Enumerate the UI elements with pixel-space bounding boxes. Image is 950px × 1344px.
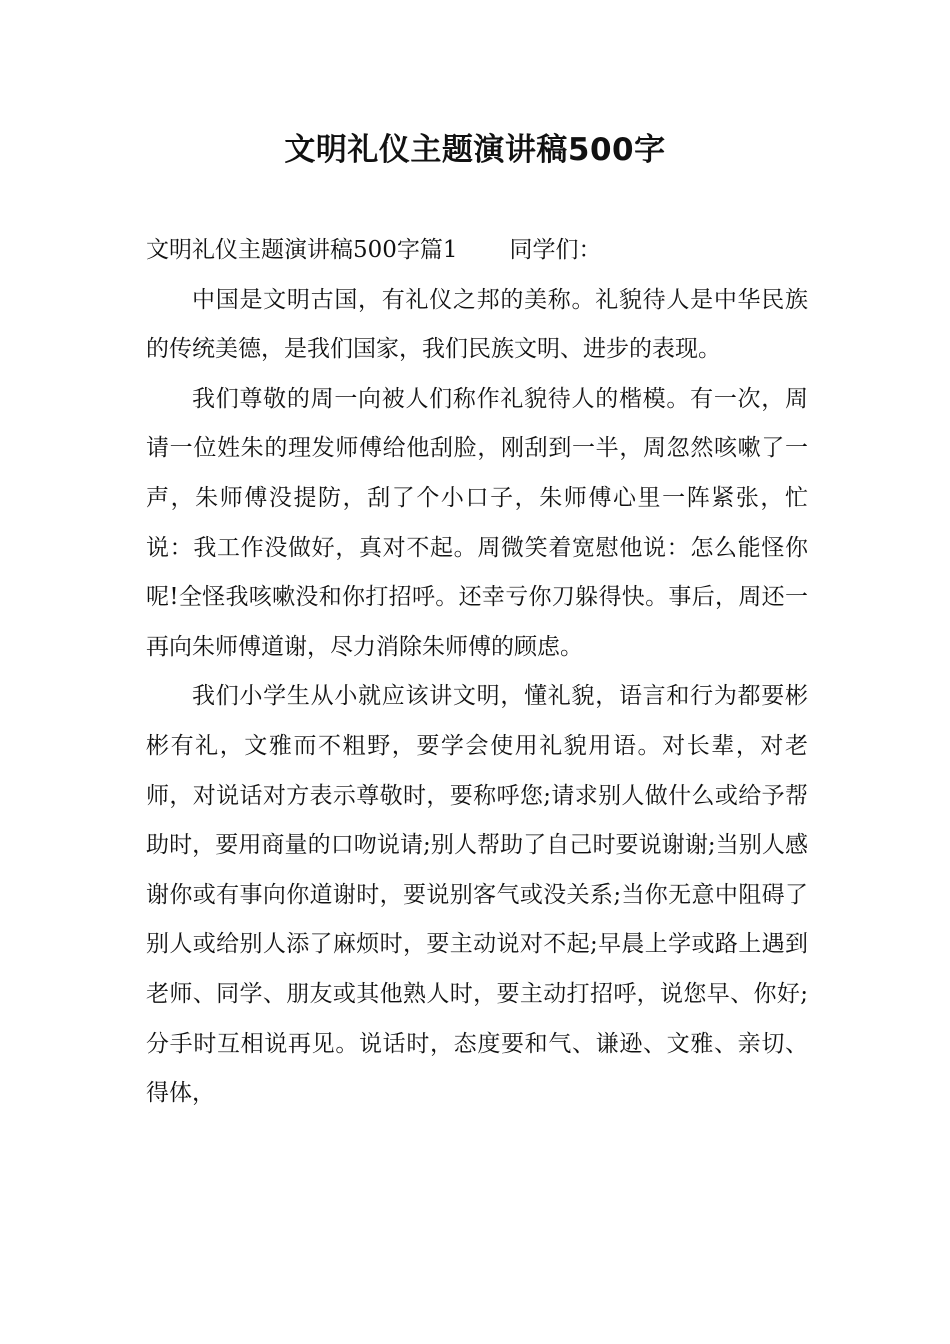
paragraph-1: 中国是文明古国，有礼仪之邦的美称。礼貌待人是中华民族的传统美德，是我们国家，我们民族文明、进步的表现。	[146, 286, 808, 363]
salutation: 同学们：	[509, 237, 602, 263]
document-title: 文明礼仪主题演讲稿500字	[284, 132, 666, 168]
section-heading-line	[146, 226, 808, 276]
document-body	[146, 226, 808, 1119]
section-heading: 文明礼仪主题演讲稿500字篇1	[146, 237, 458, 263]
paragraph-3: 我们小学生从小就应该讲文明，懂礼貌，语言和行为都要彬彬有礼，文雅而不粗野，要学会使用礼貌用语。对长辈，对老师，对说话对方表示尊敬时，要称呼您;请求别人做什么或给予帮助时，要用商量的口吻说请;别人帮助了自己时要说谢谢;当别人感谢你或有事向你道谢时，要说别客气或没关系;当你无意中阻碍了别人或给别人添了麻烦时，要主动说对不起;早晨上学或路上遇到老师、同学、朋友或其他熟人时，要主动打招呼，说您早、你好;分手时互相说再见。说话时，态度要和气、谦逊、文雅、亲切、得体，	[146, 683, 808, 1107]
paragraph-2: 我们尊敬的周一向被人们称作礼貌待人的楷模。有一次，周请一位姓朱的理发师傅给他刮脸，刚刮到一半，周忽然咳嗽了一声，朱师傅没提防，刮了个小口子，朱师傅心里一阵紧张，忙说：我工作没做好，真对不起。周微笑着宽慰他说：怎么能怪你呢!全怪我咳嗽没和你打招呼。还幸亏你刀躲得快。事后，周还一再向朱师傅道谢，尽力消除朱师傅的顾虑。	[146, 385, 808, 660]
